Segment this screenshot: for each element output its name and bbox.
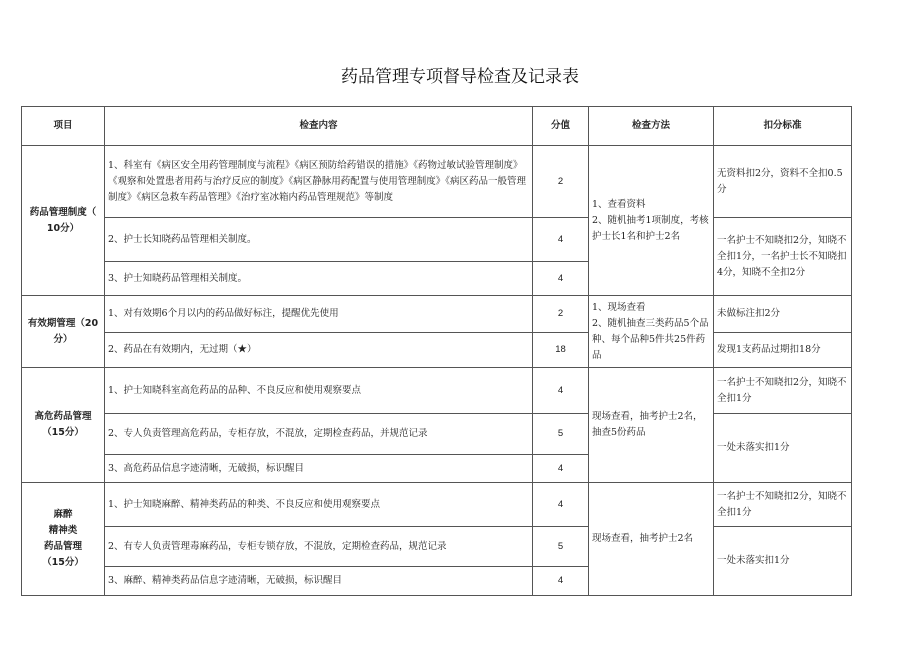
score-cell: 5 bbox=[533, 414, 589, 455]
method-cell: 现场查看，抽考护士2名，抽查5份药品 bbox=[589, 368, 714, 483]
inspection-table bbox=[21, 106, 852, 596]
standard-cell: 发现1支药品过期扣18分 bbox=[714, 333, 852, 368]
standard-cell: 一名护士不知晓扣2分，知晓不全扣1分 bbox=[714, 483, 852, 527]
score-cell: 4 bbox=[533, 262, 589, 296]
content-cell: 1、科室有《病区安全用药管理制度与流程》《病区预防给药错误的措施》《药物过敏试验管理制度》《观察和处置患者用药与治疗反应的制度》《病区静脉用药配置与使用管理制度》《病区药品一般管理制度》《病区急救车药品管理》《治疗室冰箱内药品管理规范》等制度 bbox=[105, 146, 533, 218]
content-cell: 2、有专人负责管理毒麻药品，专柜专锁存放，不混放，定期检查药品，规范记录 bbox=[105, 527, 533, 567]
content-cell: 1、护士知晓科室高危药品的品种、不良反应和使用观察要点 bbox=[105, 368, 533, 414]
score-cell: 5 bbox=[533, 527, 589, 567]
content-cell: 1、护士知晓麻醉、精神类药品的种类、不良反应和使用观察要点 bbox=[105, 483, 533, 527]
standard-cell: 未做标注扣2分 bbox=[714, 296, 852, 333]
section-item: 有效期管理（20 分） bbox=[22, 296, 105, 368]
table-row bbox=[22, 296, 852, 333]
header-standard: 扣分标准 bbox=[714, 107, 852, 146]
score-cell: 2 bbox=[533, 296, 589, 333]
standard-cell: 一处未落实扣1分 bbox=[714, 527, 852, 596]
header-item: 项目 bbox=[22, 107, 105, 146]
standard-cell: 一名护士不知晓扣2分，知晓不全扣1分 bbox=[714, 368, 852, 414]
table-row bbox=[22, 483, 852, 527]
content-cell: 2、药品在有效期内，无过期（★） bbox=[105, 333, 533, 368]
method-cell: 1、现场查看 2、随机抽查三类药品5个品种、每个品种5件共25件药品 bbox=[589, 296, 714, 368]
score-cell: 4 bbox=[533, 483, 589, 527]
section-item: 麻醉 精神类 药品管理 （15分） bbox=[22, 483, 105, 596]
table-row bbox=[22, 527, 852, 567]
table-row bbox=[22, 333, 852, 368]
table-row bbox=[22, 218, 852, 262]
score-cell: 4 bbox=[533, 567, 589, 596]
table-row bbox=[22, 146, 852, 218]
standard-cell: 一处未落实扣1分 bbox=[714, 414, 852, 483]
score-cell: 2 bbox=[533, 146, 589, 218]
content-cell: 1、对有效期6个月以内的药品做好标注，提醒优先使用 bbox=[105, 296, 533, 333]
section-item: 药品管理制度（ 10分） bbox=[22, 146, 105, 296]
content-cell: 2、护士长知晓药品管理相关制度。 bbox=[105, 218, 533, 262]
content-cell: 3、麻醉、精神类药品信息字迹清晰，无破损，标识醒目 bbox=[105, 567, 533, 596]
score-cell: 4 bbox=[533, 218, 589, 262]
header-score: 分值 bbox=[533, 107, 589, 146]
section-item: 高危药品管理 （15分） bbox=[22, 368, 105, 483]
standard-cell: 无资料扣2分，资料不全扣0.5分 bbox=[714, 146, 852, 218]
method-cell: 1、查看资料 2、随机抽考1项制度，考核护士长1名和护士2名 bbox=[589, 146, 714, 296]
content-cell: 3、护士知晓药品管理相关制度。 bbox=[105, 262, 533, 296]
content-cell: 2、专人负责管理高危药品，专柜存放，不混放，定期检查药品，并规范记录 bbox=[105, 414, 533, 455]
score-cell: 4 bbox=[533, 455, 589, 483]
standard-cell: 一名护士不知晓扣2分，知晓不全扣1分，一名护士长不知晓扣4分，知晓不全扣2分 bbox=[714, 218, 852, 296]
score-cell: 18 bbox=[533, 333, 589, 368]
table-row bbox=[22, 414, 852, 455]
table-header-row bbox=[22, 107, 852, 146]
header-method: 检查方法 bbox=[589, 107, 714, 146]
table-row bbox=[22, 368, 852, 414]
page-title: 药品管理专项督导检查及记录表 bbox=[341, 67, 579, 87]
score-cell: 4 bbox=[533, 368, 589, 414]
content-cell: 3、高危药品信息字迹清晰，无破损，标识醒目 bbox=[105, 455, 533, 483]
method-cell: 现场查看，抽考护士2名 bbox=[589, 483, 714, 596]
header-content: 检查内容 bbox=[105, 107, 533, 146]
